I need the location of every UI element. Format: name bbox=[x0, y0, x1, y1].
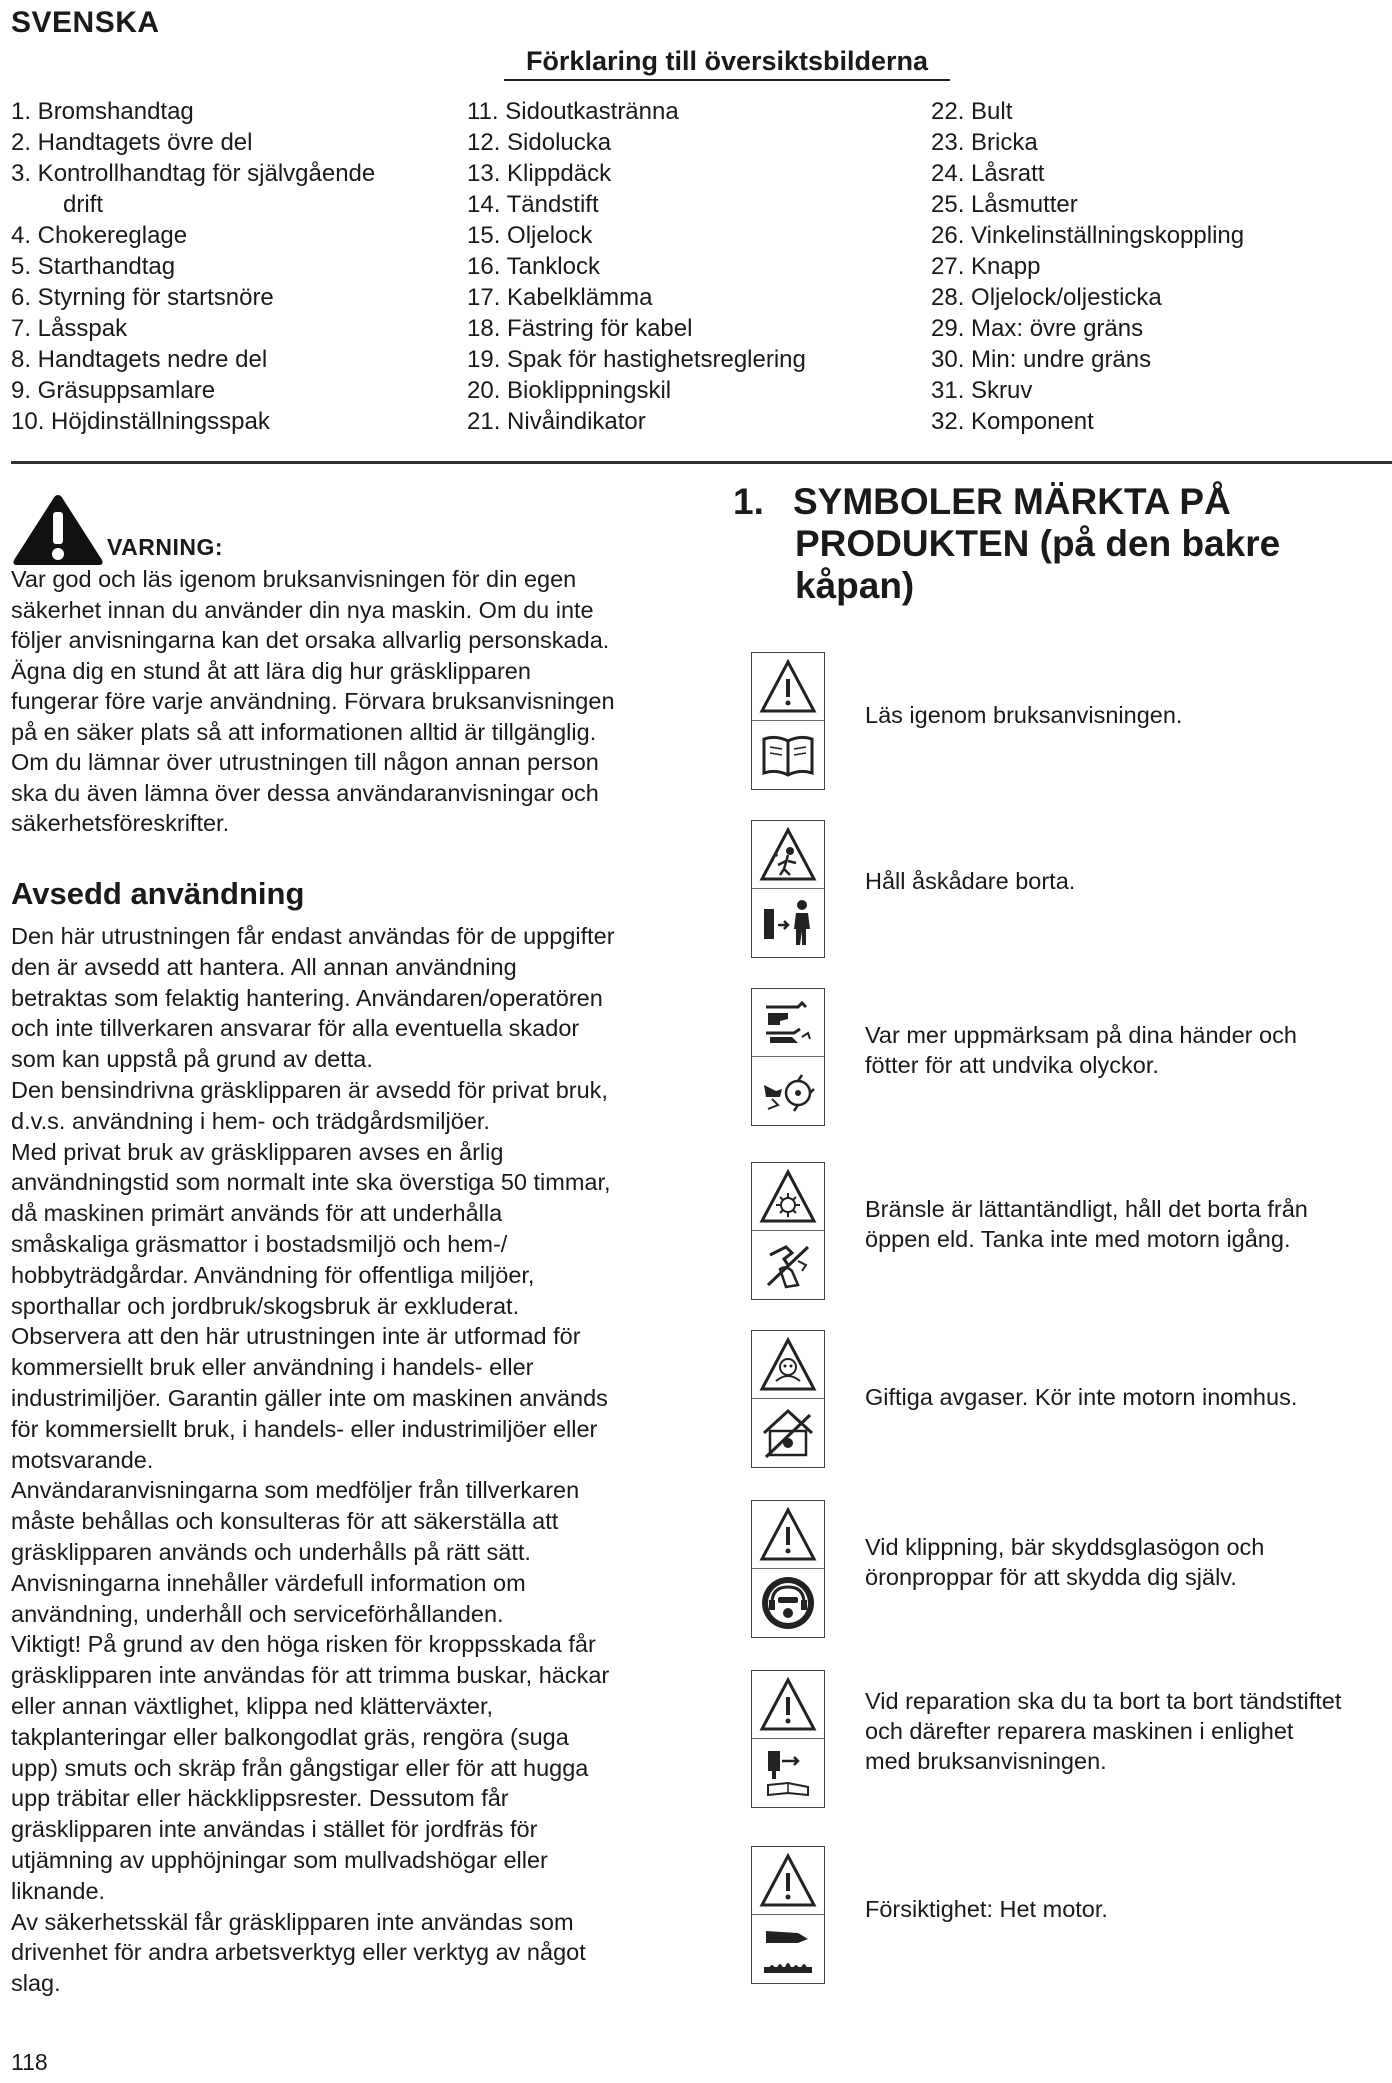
legend-item: 25. Låsmutter bbox=[931, 191, 1078, 218]
warning-triangle-icon bbox=[758, 1675, 818, 1735]
legend-item: 3. Kontrollhandtag för självgående bbox=[11, 160, 376, 187]
legend-item: 12. Sidolucka bbox=[467, 129, 612, 156]
text-line: Försiktighet: Het motor. bbox=[865, 1896, 1108, 1922]
text-line: upp) smuts och skräp från gångstigar eller för att hugga bbox=[11, 1754, 589, 1781]
no-indoor-running-icon bbox=[758, 1403, 818, 1463]
text-line: Observera att den här utrustningen inte är utformad för bbox=[11, 1323, 581, 1350]
legend-item: 4. Chokereglage bbox=[11, 222, 188, 249]
symbols-heading bbox=[733, 481, 1373, 607]
legend-item: 21. Nivåindikator bbox=[467, 408, 646, 435]
text-line: d.v.s. användning i hem- och trädgårdsmiljöer. bbox=[11, 1107, 490, 1134]
page-number: 118 bbox=[11, 2049, 48, 2075]
text-line: kommersiellt bruk eller användning i handels- eller bbox=[11, 1354, 534, 1381]
legend-item: 6. Styrning för startsnöre bbox=[11, 284, 274, 311]
text-line: betraktas som felaktig hantering. Användaren/operatören bbox=[11, 984, 603, 1011]
text-line: som kan uppstå på grund av detta. bbox=[11, 1046, 373, 1073]
text-line: då maskinen primärt används för att underhålla bbox=[11, 1200, 503, 1227]
warning-triangle-icon bbox=[758, 657, 818, 717]
text-line: fungerar före varje användning. Förvara bruksanvisningen bbox=[11, 688, 615, 714]
remove-spark-plug-icon bbox=[758, 1743, 818, 1803]
wear-protection-icon bbox=[758, 1573, 818, 1633]
text-line: Med privat bruk av gräsklipparen avses en årlig bbox=[11, 1138, 504, 1165]
text-line: Vid reparation ska du ta bort ta bort tändstiftet bbox=[865, 1688, 1342, 1714]
text-line: fötter för att undvika olyckor. bbox=[865, 1052, 1159, 1078]
legend-item: 28. Oljelock/oljesticka bbox=[931, 284, 1162, 311]
text-line: Den här utrustningen får endast användas för de uppgifter bbox=[11, 923, 615, 949]
heading-line: PRODUKTEN (på den bakre bbox=[795, 523, 1281, 564]
text-line: användning, underhåll och serviceförhållanden. bbox=[11, 1600, 504, 1627]
text-line: småskaliga gräsmattor i bostadsmiljö och hem-/ bbox=[11, 1230, 508, 1257]
symbol-pictogram bbox=[751, 988, 825, 1126]
intended-use-text bbox=[11, 921, 676, 1999]
text-line: Viktigt! På grund av den höga risken för kroppsskada får bbox=[11, 1631, 596, 1658]
symbol-pictogram bbox=[751, 652, 825, 790]
symbol-description bbox=[865, 1894, 1385, 1924]
legend-item: 22. Bult bbox=[931, 98, 1013, 125]
foot-blade-icon bbox=[758, 1061, 818, 1121]
text-line: Anvisningarna innehåller värdefull information om bbox=[11, 1569, 526, 1596]
text-line: Ägna dig en stund åt att lära dig hur gräsklipparen bbox=[11, 657, 531, 684]
symbol-pictogram bbox=[751, 1846, 825, 1984]
legend-item: 9. Gräsuppsamlare bbox=[11, 377, 216, 404]
legend-column-1 bbox=[11, 96, 451, 437]
legend-item: 29. Max: övre gräns bbox=[931, 315, 1144, 342]
text-line: utjämning av upphöjningar som mullvadshögar eller bbox=[11, 1846, 548, 1873]
legend-item: 1. Bromshandtag bbox=[11, 98, 194, 125]
text-line: användningstid som normalt inte ska överstiga 50 timmar, bbox=[11, 1169, 611, 1196]
legend-column-3 bbox=[931, 96, 1371, 437]
text-line: för kommersiellt bruk, i handels- eller industrimiljöer eller bbox=[11, 1415, 598, 1442]
fire-hazard-icon bbox=[758, 1167, 818, 1227]
hot-surface-icon bbox=[758, 1919, 818, 1979]
legend-item: 8. Handtagets nedre del bbox=[11, 346, 268, 373]
symbol-description bbox=[865, 700, 1385, 730]
legend-item: 24. Låsratt bbox=[931, 160, 1045, 187]
legend-item: 19. Spak för hastighetsreglering bbox=[467, 346, 806, 373]
symbol-description bbox=[865, 1532, 1385, 1592]
symbol-description bbox=[865, 1686, 1385, 1776]
heading-line: kåpan) bbox=[795, 565, 915, 606]
text-line: Om du lämnar över utrustningen till någon annan person bbox=[11, 749, 599, 775]
text-line: på en säker plats så att informationen alltid är tillgänglig. bbox=[11, 718, 597, 745]
legend-item: 2. Handtagets övre del bbox=[11, 129, 253, 156]
legend-item: 23. Bricka bbox=[931, 129, 1038, 156]
text-line: motsvarande. bbox=[11, 1446, 154, 1473]
language-heading: SVENSKA bbox=[11, 6, 160, 39]
warning-label: VARNING: bbox=[107, 534, 224, 560]
legend-item: 17. Kabelklämma bbox=[467, 284, 653, 311]
text-line: med bruksanvisningen. bbox=[865, 1748, 1107, 1774]
text-line: och därefter reparera maskinen i enlighet bbox=[865, 1718, 1294, 1744]
warning-triangle-icon bbox=[758, 1505, 818, 1565]
legend-item: 13. Klippdäck bbox=[467, 160, 612, 187]
text-line: Läs igenom bruksanvisningen. bbox=[865, 702, 1183, 728]
warning-text bbox=[11, 564, 676, 839]
hand-blade-icon bbox=[758, 993, 818, 1053]
text-line: måste behållas och konsulteras för att säkerställa att bbox=[11, 1508, 559, 1535]
legend-item: 15. Oljelock bbox=[467, 222, 593, 249]
text-line: den är avsedd att hantera. All annan användning bbox=[11, 953, 517, 980]
symbol-description bbox=[865, 866, 1385, 896]
text-line: sporthallar och jordbruk/skogsbruk är exkluderat. bbox=[11, 1292, 520, 1319]
symbol-pictogram bbox=[751, 820, 825, 958]
legend-item: 20. Bioklippningskil bbox=[467, 377, 672, 404]
text-line: säkerhetsföreskrifter. bbox=[11, 810, 230, 836]
heading-number: 1. bbox=[733, 481, 764, 522]
symbol-pictogram bbox=[751, 1330, 825, 1468]
legend-column-2 bbox=[467, 96, 907, 437]
symbol-pictogram bbox=[751, 1500, 825, 1638]
text-line: Användaranvisningarna som medföljer från tillverkaren bbox=[11, 1477, 580, 1504]
text-line: drivenhet för andra arbetsverktyg eller verktyg av något bbox=[11, 1939, 586, 1966]
text-line: liknande. bbox=[11, 1877, 106, 1904]
text-line: gräsklipparen används och underhålls på rätt sätt. bbox=[11, 1538, 531, 1565]
symbol-description bbox=[865, 1194, 1385, 1254]
text-line: eller annan växtlighet, klippa ned klätterväxter, bbox=[11, 1692, 494, 1719]
text-line: säkerhet innan du använder din nya maskin. Om du inte bbox=[11, 596, 594, 623]
legend-item: 16. Tanklock bbox=[467, 253, 600, 280]
warning-triangle-icon bbox=[11, 492, 105, 566]
legend-title: Förklaring till översiktsbilderna bbox=[504, 46, 950, 81]
text-line: industrimiljöer. Garantin gäller inte om maskinen används bbox=[11, 1384, 608, 1411]
text-line: Var mer uppmärksam på dina händer och bbox=[865, 1022, 1297, 1048]
legend-item: 7. Låsspak bbox=[11, 315, 128, 342]
text-line: och inte tillverkaren ansvarar för alla eventuella skador bbox=[11, 1015, 580, 1042]
text-line: Bränsle är lättantändligt, håll det borta från bbox=[865, 1196, 1308, 1222]
text-line: gräsklipparen inte användas i stället för jordfräs för bbox=[11, 1816, 538, 1843]
text-line: öronproppar för att skydda dig själv. bbox=[865, 1564, 1237, 1590]
legend-item: 10. Höjdinställningsspak bbox=[11, 408, 270, 435]
text-line: Av säkerhetsskäl får gräsklipparen inte användas som bbox=[11, 1908, 574, 1935]
legend-item: 27. Knapp bbox=[931, 253, 1041, 280]
symbol-description bbox=[865, 1020, 1385, 1080]
thrown-objects-icon bbox=[758, 825, 818, 885]
text-line: ska du även lämna över dessa användaranvisningar och bbox=[11, 779, 599, 806]
legend-item: 30. Min: undre gräns bbox=[931, 346, 1152, 373]
legend-item: 14. Tändstift bbox=[467, 191, 599, 218]
text-line: Giftiga avgaser. Kör inte motorn inomhus. bbox=[865, 1384, 1298, 1410]
legend-item: drift bbox=[63, 191, 104, 218]
text-line: takplanteringar eller balkongodlat gräs, rengöra (suga bbox=[11, 1723, 569, 1750]
section-divider bbox=[11, 461, 1392, 464]
intended-use-heading: Avsedd användning bbox=[11, 876, 305, 911]
warning-triangle-icon bbox=[758, 1851, 818, 1911]
symbol-pictogram bbox=[751, 1162, 825, 1300]
text-line: upp träbitar eller häckklippsrester. Dessutom får bbox=[11, 1785, 509, 1812]
text-line: Håll åskådare borta. bbox=[865, 868, 1076, 894]
text-line: Vid klippning, bär skyddsglasögon och bbox=[865, 1534, 1265, 1560]
legend-item: 26. Vinkelinställningskoppling bbox=[931, 222, 1245, 249]
manual-book-icon bbox=[758, 725, 818, 785]
warning-block bbox=[11, 492, 676, 839]
heading-line: SYMBOLER MÄRKTA PÅ bbox=[793, 481, 1231, 522]
legend-item: 18. Fästring för kabel bbox=[467, 315, 693, 342]
symbol-pictogram bbox=[751, 1670, 825, 1808]
legend-item: 11. Sidoutkastränna bbox=[467, 98, 679, 125]
text-line: hobbyträdgårdar. Användning för offentliga miljöer, bbox=[11, 1261, 535, 1288]
text-line: Den bensindrivna gräsklipparen är avsedd för privat bruk, bbox=[11, 1076, 608, 1103]
symbol-description bbox=[865, 1382, 1385, 1412]
text-line: öppen eld. Tanka inte med motorn igång. bbox=[865, 1226, 1291, 1252]
text-line: följer anvisningarna kan det orsaka allvarlig personskada. bbox=[11, 627, 610, 653]
legend-item: 31. Skruv bbox=[931, 377, 1033, 404]
text-line: gräsklipparen inte användas för att trimma buskar, häckar bbox=[11, 1662, 610, 1689]
no-refuel-running-icon bbox=[758, 1235, 818, 1295]
toxic-fumes-icon bbox=[758, 1335, 818, 1395]
legend-item: 5. Starthandtag bbox=[11, 253, 176, 280]
text-line: Var god och läs igenom bruksanvisningen för din egen bbox=[11, 566, 577, 592]
legend-item: 32. Komponent bbox=[931, 408, 1094, 435]
keep-bystanders-away-icon bbox=[758, 893, 818, 953]
text-line: slag. bbox=[11, 1970, 61, 1997]
